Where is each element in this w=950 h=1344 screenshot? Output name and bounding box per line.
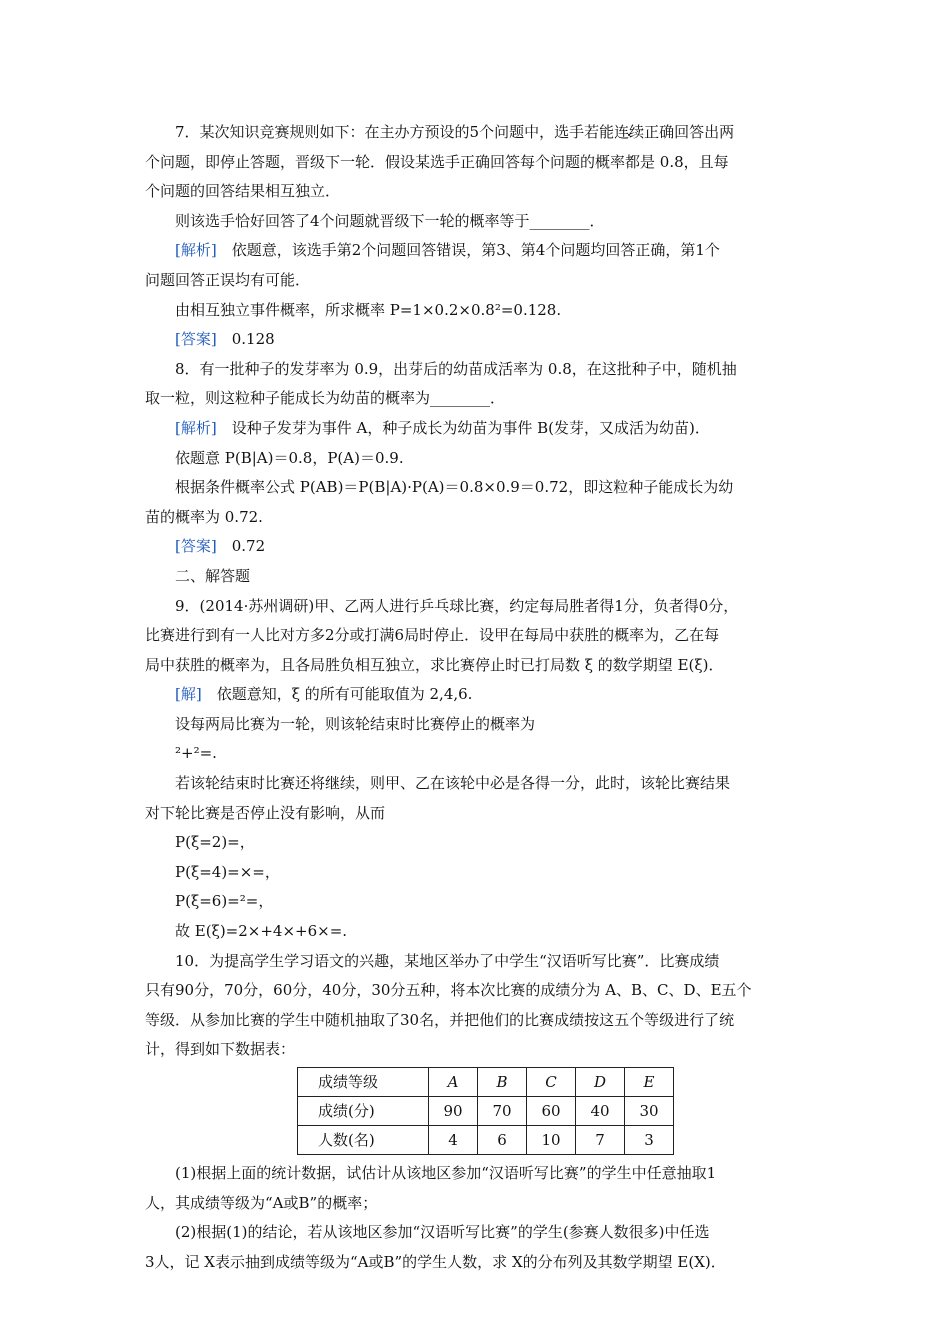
table-cell: 10 [527, 1126, 576, 1155]
q7-solution-1: [解析] 依题意，该选手第2个问题回答错误，第3、第4个问题均回答正确，第1个 [175, 241, 720, 260]
q9-solution-6: P(ξ=2)=， [175, 833, 255, 852]
analysis-tag: [解析] [175, 418, 217, 437]
solution-tag: [解] [175, 685, 202, 704]
q8-solution-2: 依题意 P(B|A)＝0.8，P(A)＝0.9. [175, 448, 404, 467]
table-cell: 人数(名) [298, 1126, 429, 1155]
q8-solution-3: 根据条件概率公式 P(AB)＝P(B|A)·P(A)＝0.8×0.9＝0.72，即这粒种子能成长为幼 [175, 478, 734, 497]
q9-solution-9: 故 E(ξ)=2×+4×+6×=. [175, 922, 348, 941]
q10-part-1b: 人，其成绩等级为“A或B”的概率； [145, 1193, 378, 1212]
answer-tag: [答案] [175, 537, 217, 556]
q9-solution-1: [解] 依题意知，ξ 的所有可能取值为 2,4,6. [175, 685, 473, 704]
q8-solution-4: 苗的概率为 0.72. [145, 507, 263, 526]
emphasis-text: 连续 · [614, 123, 644, 141]
q9-solution-4: 若该轮结束时比赛还将继续，则甲、乙在该轮中必是各得一分，此时，该轮比赛结果 [175, 774, 731, 793]
q10-line-2: 只有90分，70分，60分，40分，30分五种，将本次比赛的成绩分为 A、B、C、D、E五个 [145, 981, 752, 1000]
table-cell: 90 [429, 1097, 478, 1126]
table-cell: 30 [625, 1097, 674, 1126]
q10-part-2a: (2)根据(1)的结论，若从该地区参加“汉语听写比赛”的学生(参赛人数很多)中任选 [175, 1223, 710, 1242]
table-cell: 成绩等级 [298, 1068, 429, 1097]
table-cell: 60 [527, 1097, 576, 1126]
table-cell: B [478, 1068, 527, 1097]
table-cell: A [429, 1068, 478, 1097]
analysis-tag: [解析] [175, 241, 217, 260]
table-cell: C [527, 1068, 576, 1097]
table-cell: 6 [478, 1126, 527, 1155]
q9-line-3: 局中获胜的概率为，且各局胜负相互独立，求比赛停止时已打局数 ξ 的数学期望 E(ξ)． [145, 655, 724, 674]
q8-solution-1: [解析] 设种子发芽为事件 A，种子成长为幼苗为事件 B(发芽，又成活为幼苗)． [175, 418, 710, 437]
q9-solution-2: 设每两局比赛为一轮，则该轮结束时比赛停止的概率为 [175, 714, 536, 733]
table-cell: 3 [625, 1126, 674, 1155]
q8-line-2: 取一粒，则这粒种子能成长为幼苗的概率为________． [145, 389, 506, 408]
q7-line-3: 个问题的回答结果相互独立． [145, 182, 341, 201]
table-cell: 4 [429, 1126, 478, 1155]
q9-line-2: 比赛进行到有一人比对方多2分或打满6局时停止．设甲在每局中获胜的概率为，乙在每 [145, 626, 720, 645]
table-cell: 7 [576, 1126, 625, 1155]
q10-part-2b: 3人，记 X表示抽到成绩等级为“A或B”的学生人数，求 X的分布列及其数学期望 E(X)． [145, 1252, 726, 1271]
q9-solution-8: P(ξ=6)=²=， [175, 892, 274, 911]
table-cell: E [625, 1068, 674, 1097]
table-cell: 成绩(分) [298, 1097, 429, 1126]
table-cell: 70 [478, 1097, 527, 1126]
table-row [298, 1068, 674, 1097]
q7-question: 则该选手恰好回答了4个问题就晋级下一轮的概率等于________． [175, 211, 605, 230]
table-cell: D [576, 1068, 625, 1097]
q9-line-1: 9．(2014·苏州调研)甲、乙两人进行乒乓球比赛，约定每局胜者得1分，负者得0分， [175, 596, 739, 615]
score-table [297, 1067, 674, 1155]
q7-solution-2: 问题回答正误均有可能． [145, 270, 311, 289]
document-page [145, 118, 810, 1277]
q9-solution-7: P(ξ=4)=×=， [175, 862, 280, 881]
q10-line-4: 计，得到如下数据表： [145, 1040, 296, 1059]
table-cell: 40 [576, 1097, 625, 1126]
q10-line-1: 10．为提高学生学习语文的兴趣，某地区举办了中学生“汉语听写比赛”．比赛成绩 [175, 951, 720, 970]
q10-part-1a: (1)根据上面的统计数据，试估计从该地区参加“汉语听写比赛”的学生中任意抽取1 [175, 1164, 717, 1182]
q7-line-2: 个问题，即停止答题，晋级下一轮．假设某选手正确回答每个问题的概率都是 0.8，且每 [145, 152, 729, 171]
section-heading: 二、解答题 [175, 566, 251, 585]
q7-line-1: 7．某次知识竞赛规则如下：在主办方预设的5个问题中，选手若能连续 ·正确回答出两 [145, 118, 810, 148]
q7-solution-3: 由相互独立事件概率，所求概率 P=1×0.2×0.8²=0.128. [175, 300, 562, 319]
q7-answer: [答案] 0.128 [175, 330, 275, 349]
q8-line-1: 8．有一批种子的发芽率为 0.9，出芽后的幼苗成活率为 0.8，在这批种子中，随机抽 [175, 359, 737, 378]
q10-line-3: 等级．从参加比赛的学生中随机抽取了30名，并把他们的比赛成绩按这五个等级进行了统 [145, 1010, 735, 1029]
answer-tag: [答案] [175, 330, 217, 349]
q9-solution-3: ²+²=. [175, 744, 217, 763]
table-row [298, 1097, 674, 1126]
q9-solution-5: 对下轮比赛是否停止没有影响，从而 [145, 803, 386, 822]
q8-answer: [答案] 0.72 [175, 537, 266, 556]
table-row [298, 1126, 674, 1155]
